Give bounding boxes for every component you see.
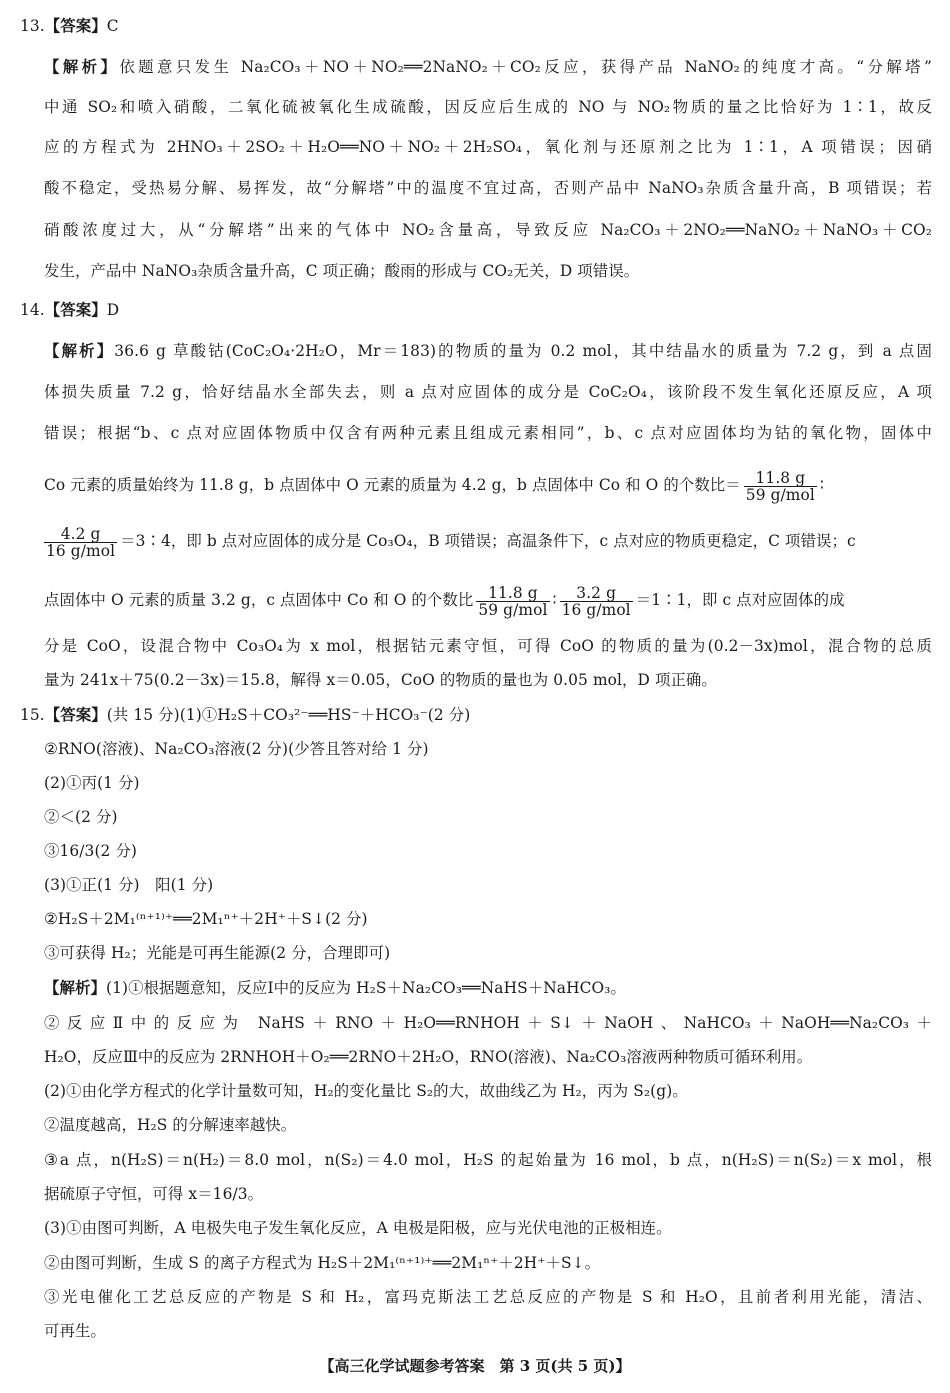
q15-analysis-line: H₂O，反应Ⅲ中的反应为 2RNHOH＋O₂══2RNO＋2H₂O，RNO(溶液)、Na₂CO₃溶液两种物质可循环利用。 <box>44 1048 813 1066</box>
q14-analysis-line: 【解析】36.6 g 草酸钴(CoC₂O₄·2H₂O，Mr＝183)的物质的量为 0.2 mol，其中结晶水的质量为 7.2 g，到 a 点固 <box>44 342 932 360</box>
q13-analysis-line: 应的方程式为 2HNO₃＋2SO₂＋H₂O══NO＋NO₂＋2H₂SO₄，氧化剂与还原剂之比为 1∶1，A 项错误；因硝 <box>44 138 932 156</box>
page-footer: 【高三化学试题参考答案 第 3 页(共 5 页)】 <box>319 1357 631 1375</box>
q13-number: 13. <box>20 17 45 35</box>
q13-answer-line <box>20 16 932 36</box>
q15-analysis-tag: 【解析】 <box>44 979 106 997</box>
q14-answer: D <box>106 301 120 319</box>
q14-analysis-line: 错误；根据“b、c 点对应固体物质中仅含有两种元素且组成元素相同”，b、c 点对应固体均为钴的氧化物，固体中 <box>44 424 932 442</box>
q15-answer-line: 15.【答案】(共 15 分)(1)①H₂S＋CO₃²⁻══HS⁻＋HCO₃⁻(2 分) <box>20 706 471 724</box>
q15-analysis-line: ②反应Ⅱ中的反应为 NaHS＋RNO＋H₂O══RNHOH＋S↓＋NaOH、NaHCO₃＋NaOH══Na₂CO₃＋ <box>44 1014 932 1032</box>
fraction: $\frac{11.8 g}{\text{59 g/mol}}$ <box>745 468 815 504</box>
fraction: $\frac{4.2 g}{\text{16 g/mol}}$ <box>46 524 116 560</box>
q14-ratio-line-b-cont: $\frac{4.2 g}{\text{16 g/mol}}$ ＝3∶4，即 b 点对应固体的成分是 Co₃O₄，B 项错误；高温条件下，c 点对应的物质更稳定，C 项错误；c <box>46 524 856 560</box>
q13-analysis-line: 发生，产品中 NaNO₃杂质含量升高，C 项正确；酸雨的形成与 CO₂无关，D 项错误。 <box>44 262 640 280</box>
q15-analysis-line: ③a 点，n(H₂S)＝n(H₂)＝8.0 mol，n(S₂)＝4.0 mol，H₂S 的起始量为 16 mol，b 点，n(H₂S)＝n(S₂)＝x mol，根 <box>44 1151 932 1169</box>
q15-answer-item: ②H₂S＋2M₁⁽ⁿ⁺¹⁾⁺══2M₁ⁿ⁺＋2H⁺＋S↓(2 分) <box>44 910 368 928</box>
q15-analysis-line: (3)①由图可判断，A 电极失电子发生氧化反应，A 电极是阳极，应与光伏电池的正极相连。 <box>44 1219 672 1237</box>
q15-answer-item: ③可获得 H₂；光能是可再生能源(2 分，合理即可) <box>44 944 391 962</box>
q14-analysis-line: 体损失质量 7.2 g，恰好结晶水全部失去，则 a 点对应固体的成分是 CoC₂O₄，该阶段不发生氧化还原反应，A 项 <box>44 383 932 401</box>
q14-answer-line <box>20 300 932 320</box>
q13-analysis-line: 中通 SO₂和喷入硝酸，二氧化硫被氧化生成硫酸，因反应后生成的 NO 与 NO₂物质的量之比恰好为 1∶1，故反 <box>44 98 932 116</box>
q13-analysis-line: 酸不稳定，受热易分解、易挥发，故“分解塔”中的温度不宜过高，否则产品中 NaNO₃杂质含量升高，B 项错误；若 <box>44 179 932 197</box>
q15-analysis-line: 可再生。 <box>44 1322 106 1340</box>
q15-answer-item: ②RNO(溶液)、Na₂CO₃溶液(2 分)(少答且答对给 1 分) <box>44 740 429 758</box>
q15-answer-item: ③16/3(2 分) <box>44 842 138 860</box>
q13-answer-tag: 【答案】 <box>44 17 107 35</box>
q15-analysis-line: (2)①由化学方程式的化学计量数可知，H₂的变化量比 S₂的大，故曲线乙为 H₂，丙为 S₂(g)。 <box>44 1082 688 1100</box>
q14-ratio-line-c: 点固体中 O 元素的质量 3.2 g，c 点固体中 Co 和 O 的个数比 $\frac{11.8 g}{\text{59 g/mol}}$ ∶ $\frac{3.2 g}{\text{16 g/mol}}$ ＝1∶1，即 c 点对应固体的成 <box>44 583 845 619</box>
q15-answer-item: (3)①正(1 分) 阳(1 分) <box>44 876 214 894</box>
q15-analysis-line: 据硫原子守恒，可得 x＝16/3。 <box>44 1185 264 1203</box>
q13-analysis-tag: 【解析】 <box>44 58 120 76</box>
q15-analysis-line: ③光电催化工艺总反应的产物是 S 和 H₂，富玛克斯法工艺总反应的产物是 S 和 H₂O，且前者利用光能，清洁、 <box>44 1288 932 1306</box>
q15-number: 15. <box>20 706 45 724</box>
q14-analysis-line: 量为 241x＋75(0.2－3x)＝15.8，解得 x＝0.05，CoO 的物质的量也为 0.05 mol，D 项正确。 <box>44 671 717 689</box>
q14-ratio-line-b: Co 元素的质量始终为 11.8 g，b 点固体中 O 元素的质量为 4.2 g，b 点固体中 Co 和 O 的个数比＝ $\frac{11.8 g}{\text{59 g/mol}}$ ∶ <box>44 468 825 504</box>
q15-analysis-line: ②由图可判断，生成 S 的离子方程式为 H₂S＋2M₁⁽ⁿ⁺¹⁾⁺══2M₁ⁿ⁺＋2H⁺＋S↓。 <box>44 1254 601 1272</box>
q14-number: 14. <box>20 301 45 319</box>
q14-analysis-tag: 【解析】 <box>44 342 115 360</box>
fraction: $\frac{3.2 g}{\text{16 g/mol}}$ <box>561 583 631 619</box>
q13-analysis-line: 【解析】依题意只发生 Na₂CO₃＋NO＋NO₂══2NaNO₂＋CO₂反应，获得产品 NaNO₂的纯度才高。“分解塔” <box>44 58 932 76</box>
q14-analysis-line: 分是 CoO，设混合物中 Co₃O₄为 x mol，根据钴元素守恒，可得 CoO 的物质的量为(0.2－3x)mol，混合物的总质 <box>44 637 932 655</box>
q15-answer-item: ②＜(2 分) <box>44 808 118 826</box>
q15-analysis-line: 【解析】(1)①根据题意知，反应Ⅰ中的反应为 H₂S＋Na₂CO₃══NaHS＋NaHCO₃。 <box>44 979 626 997</box>
q15-answer-item: (2)①丙(1 分) <box>44 774 140 792</box>
q14-answer-tag: 【答案】 <box>44 301 107 319</box>
q13-analysis-line: 硝酸浓度过大，从“分解塔”出来的气体中 NO₂含量高，导致反应 Na₂CO₃＋2NO₂══NaNO₂＋NaNO₃＋CO₂ <box>44 221 932 239</box>
q15-answer-tag: 【答案】 <box>44 706 107 724</box>
fraction: $\frac{11.8 g}{\text{59 g/mol}}$ <box>478 583 548 619</box>
q13-answer: C <box>106 17 119 35</box>
q15-analysis-line: ②温度越高，H₂S 的分解速率越快。 <box>44 1116 297 1134</box>
